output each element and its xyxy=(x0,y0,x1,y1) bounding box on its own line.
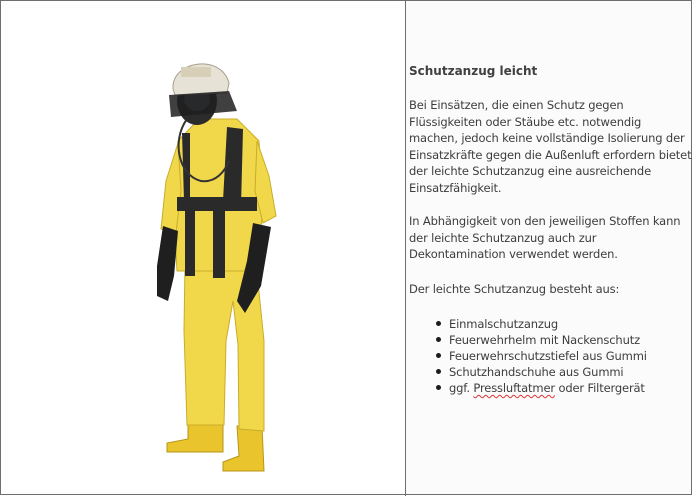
bullet-icon xyxy=(436,369,441,374)
list-item-label: Einmalschutzanzug xyxy=(449,317,559,331)
list-item-suffix: oder Filtergerät xyxy=(554,381,645,395)
list-item-label: Schutzhandschuhe aus Gummi xyxy=(449,365,624,379)
list-item xyxy=(449,348,647,364)
decontamination-paragraph: In Abhängigkeit von den jeweiligen Stoffen kann der leichte Schutzanzug auch zur Dekontamination verwendet werden. xyxy=(409,214,681,262)
list-item xyxy=(449,364,647,380)
list-item xyxy=(449,380,647,396)
image-panel xyxy=(1,1,405,494)
description-paragraph: Bei Einsätzen, die einen Schutz gegen Flüssigkeiten oder Stäube etc. notwendig machen, jedoch keine vollständige Isolierung der Einsatzkräfte gegen die Außenluft erfordern bietet der leichte Schutzanzug eine ausreichende Einsatzfähigkeit. xyxy=(409,98,692,195)
list-item-label: Feuerwehrhelm mit Nackenschutz xyxy=(449,333,640,347)
list-item xyxy=(449,332,647,348)
bullet-icon xyxy=(436,337,441,342)
page-title: Schutzanzug leicht xyxy=(409,64,538,78)
list-item-prefix: ggf. xyxy=(449,381,474,395)
components-list xyxy=(449,316,647,396)
bullet-icon xyxy=(436,385,441,390)
list-item xyxy=(449,316,647,332)
bullet-icon xyxy=(436,321,441,326)
misspelled-word: Pressluftatmer xyxy=(473,381,555,395)
text-panel xyxy=(406,1,691,494)
list-item-label: Feuerwehrschutzstiefel aus Gummi xyxy=(449,349,647,363)
components-intro: Der leichte Schutzanzug besteht aus: xyxy=(409,282,620,296)
bullet-icon xyxy=(436,353,441,358)
firefighter-protective-suit-image xyxy=(1,1,405,494)
